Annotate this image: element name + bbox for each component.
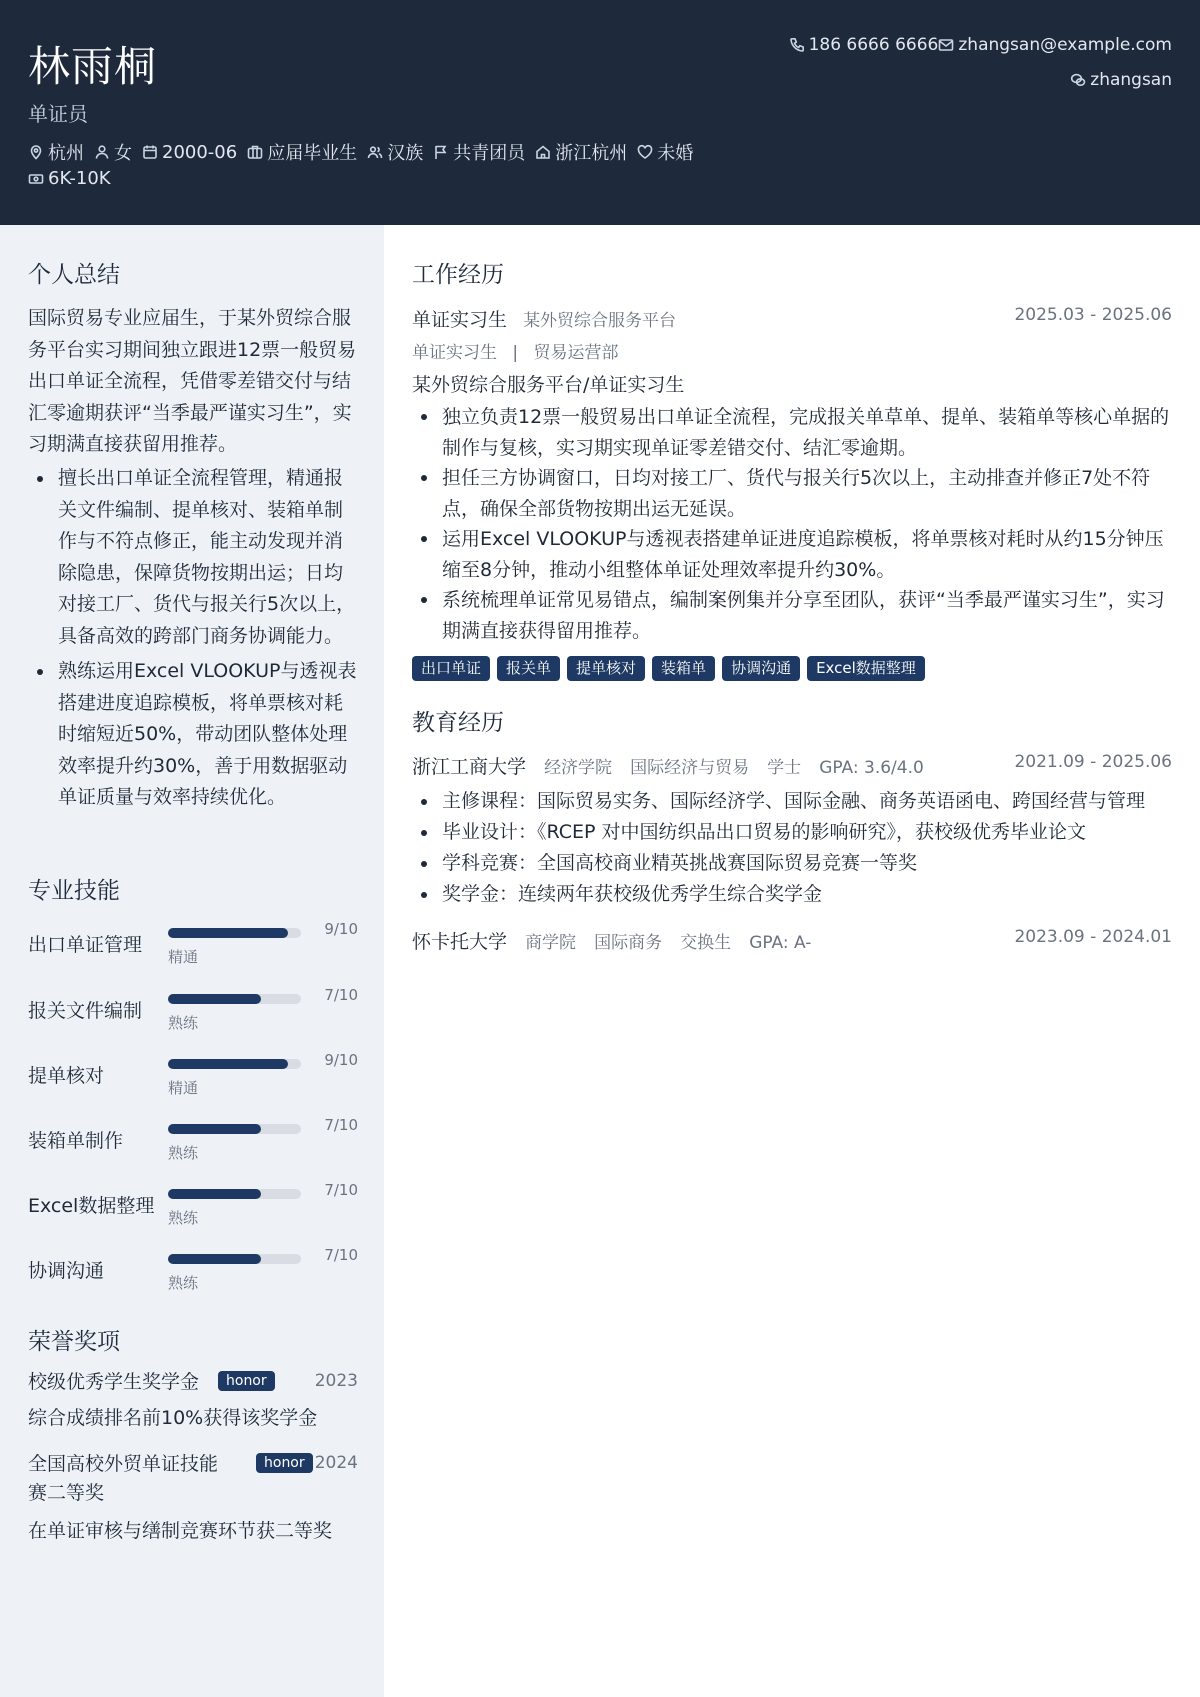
skills-section-title: 专业技能 xyxy=(28,878,120,904)
job-subline xyxy=(412,338,1172,363)
wechat-contact[interactable] xyxy=(1070,70,1172,90)
skill-bar xyxy=(168,1124,301,1134)
meta-ethnicity-text: 汉族 xyxy=(387,143,424,164)
meta-salary-text: 6K-10K xyxy=(48,168,111,189)
honor-desc: 综合成绩排名前10%获得该奖学金 xyxy=(28,1407,318,1429)
skill-bar-fill xyxy=(168,1189,261,1199)
meta-city xyxy=(28,139,84,165)
honor-title: 校级优秀学生奖学金 xyxy=(28,1371,200,1393)
school-name: 怀卡托大学 xyxy=(412,931,508,953)
skill-score: 7/10 xyxy=(324,986,358,1004)
user-icon xyxy=(94,144,110,160)
education-bullet: 主修课程：国际贸易实务、国际经济学、国际金融、商务英语函电、跨国经营与管理 xyxy=(412,786,1172,817)
skill-bar-fill xyxy=(168,1254,261,1264)
phone-text: 186 6666 6666 xyxy=(808,35,939,55)
skill-tag: 提单核对 xyxy=(567,656,645,681)
job-bullet: 担任三方协调窗口，日均对接工厂、货代与报关行5次以上，主动排查并修正7处不符点，确保全部货物按期出运无延误。 xyxy=(412,463,1172,524)
summary-points xyxy=(28,463,358,818)
education-date: 2021.09 - 2025.06 xyxy=(1014,752,1172,772)
skill-bar xyxy=(168,1189,301,1199)
meta-marital-text: 未婚 xyxy=(657,143,694,164)
job-title: 单证员 xyxy=(28,102,88,126)
job-tags xyxy=(412,656,932,681)
skill-bar-fill xyxy=(168,1124,261,1134)
calendar-icon xyxy=(142,144,158,160)
job-company: 某外贸综合服务平台 xyxy=(523,311,677,331)
skill-score: 7/10 xyxy=(324,1116,358,1134)
job-separator: | xyxy=(512,343,519,363)
job-bullet: 系统梳理单证常见易错点，编制案例集并分享至团队，获评“当季最严谨实习生”，实习期满直接获得留用推荐。 xyxy=(412,585,1172,646)
email-icon xyxy=(938,37,954,53)
job-bullets xyxy=(412,402,1172,646)
contact-row-2 xyxy=(1070,70,1172,90)
meta-hometown xyxy=(535,139,627,165)
money-icon xyxy=(28,171,44,187)
honor-desc: 在单证审核与缮制竞赛环节获二等奖 xyxy=(28,1520,333,1542)
skill-bar-fill xyxy=(168,928,288,938)
honor-title: 全国高校外贸单证技能赛二等奖 xyxy=(28,1453,219,1504)
briefcase-icon xyxy=(247,144,263,160)
school-college: 商学院 xyxy=(525,933,577,953)
heart-icon xyxy=(637,144,653,160)
education-section-title: 教育经历 xyxy=(412,710,504,736)
skill-item xyxy=(28,986,358,1042)
job-date: 2025.03 - 2025.06 xyxy=(1014,305,1172,325)
candidate-name: 林雨桐 xyxy=(28,42,158,91)
home-icon xyxy=(535,144,551,160)
meta-gender-text: 女 xyxy=(114,143,132,164)
skill-item xyxy=(28,1181,358,1237)
email-text: zhangsan@example.com xyxy=(958,35,1172,55)
wechat-text: zhangsan xyxy=(1090,70,1172,90)
summary-point: 熟练运用Excel VLOOKUP与透视表搭建进度追踪模板，将单票核对耗时缩短近50%，带动团队整体处理效率提升约30%，善于用数据驱动单证质量与效率持续优化。 xyxy=(28,656,358,814)
salary-row xyxy=(28,168,121,189)
skill-level: 精通 xyxy=(168,1079,199,1097)
summary-section-title: 个人总结 xyxy=(28,262,120,288)
meta-birth xyxy=(142,142,237,163)
job-header xyxy=(412,305,1172,332)
job-department: 贸易运营部 xyxy=(533,343,619,363)
phone-contact[interactable] xyxy=(789,35,939,55)
school-gpa: GPA: 3.6/4.0 xyxy=(819,758,924,778)
meta-birth-text: 2000-06 xyxy=(162,141,238,163)
skill-name: 协调沟通 xyxy=(28,1260,105,1282)
job-bullet: 运用Excel VLOOKUP与透视表搭建单证进度追踪模板，将单票核对耗时从约15分钟压缩至8分钟，推动小组整体单证处理效率提升约30%。 xyxy=(412,524,1172,585)
skill-score: 7/10 xyxy=(324,1246,358,1264)
skill-item xyxy=(28,1116,358,1172)
honor-badge: honor xyxy=(256,1453,313,1473)
contact-row-1 xyxy=(789,35,1172,55)
location-icon xyxy=(28,144,44,160)
education-header xyxy=(412,927,1172,954)
school-college: 经济学院 xyxy=(544,758,613,778)
summary-point: 擅长出口单证全流程管理，精通报关文件编制、提单核对、装箱单制作与不符点修正，能主动发现并消除隐患，保障货物按期出运；日均对接工厂、货代与报关行5次以上，具备高效的跨部门商务协调能力。 xyxy=(28,463,358,652)
education-bullet: 奖学金：连续两年获校级优秀学生综合奖学金 xyxy=(412,879,1172,910)
skill-bar xyxy=(168,1059,301,1069)
honor-item xyxy=(28,1368,358,1430)
meta-political xyxy=(433,139,525,165)
people-icon xyxy=(367,144,383,160)
education-header xyxy=(412,752,1172,779)
skill-tag: Excel数据整理 xyxy=(807,656,925,681)
skill-bar xyxy=(168,1254,301,1264)
phone-icon xyxy=(789,37,805,53)
honor-year: 2024 xyxy=(314,1453,358,1473)
personal-info-row xyxy=(28,139,703,165)
school-degree: 学士 xyxy=(767,758,802,778)
skill-tag: 协调沟通 xyxy=(722,656,800,681)
skill-level: 熟练 xyxy=(168,1274,199,1292)
job-position: 单证实习生 xyxy=(412,343,497,363)
school-major: 国际商务 xyxy=(594,933,663,953)
skill-score: 9/10 xyxy=(324,920,358,938)
honor-item xyxy=(28,1450,358,1543)
skill-item xyxy=(28,1051,358,1107)
meta-salary xyxy=(28,168,111,189)
education-date: 2023.09 - 2024.01 xyxy=(1014,927,1172,947)
email-contact[interactable] xyxy=(938,35,1172,55)
meta-political-text: 共青团员 xyxy=(453,143,526,164)
skill-score: 7/10 xyxy=(324,1181,358,1199)
skill-tag: 装箱单 xyxy=(652,656,715,681)
honors-section-title: 荣誉奖项 xyxy=(28,1329,120,1355)
skill-level: 熟练 xyxy=(168,1144,199,1162)
skill-item xyxy=(28,920,358,976)
job-bullet: 独立负责12票一般贸易出口单证全流程，完成报关单草单、提单、装箱单等核心单据的制作与复核，实习期实现单证零差错交付、结汇零逾期。 xyxy=(412,402,1172,463)
job-role: 单证实习生 xyxy=(412,309,508,331)
honor-badge: honor xyxy=(218,1371,275,1391)
skill-bar xyxy=(168,994,301,1004)
honor-year: 2023 xyxy=(314,1371,358,1391)
meta-status-text: 应届毕业生 xyxy=(267,143,358,164)
skill-level: 精通 xyxy=(168,948,199,966)
resume-header xyxy=(0,0,1200,225)
flag-icon xyxy=(433,144,449,160)
skill-bar-fill xyxy=(168,994,261,1004)
skill-bar xyxy=(168,928,301,938)
skill-level: 熟练 xyxy=(168,1014,199,1032)
school-gpa: GPA: A- xyxy=(749,933,812,953)
job-path: 某外贸综合服务平台/单证实习生 xyxy=(412,374,685,396)
meta-hometown-text: 浙江杭州 xyxy=(555,143,628,164)
school-major: 国际经济与贸易 xyxy=(630,758,750,778)
meta-status xyxy=(247,139,357,165)
skill-name: 装箱单制作 xyxy=(28,1130,124,1152)
education-bullets xyxy=(412,786,1172,910)
education-bullet: 学科竞赛：全国高校商业精英挑战赛国际贸易竞赛一等奖 xyxy=(412,848,1172,879)
skill-tag: 出口单证 xyxy=(412,656,490,681)
skill-item xyxy=(28,1246,358,1302)
skill-bar-fill xyxy=(168,1059,288,1069)
skill-score: 9/10 xyxy=(324,1051,358,1069)
education-bullet: 毕业设计：《RCEP 对中国纺织品出口贸易的影响研究》，获校级优秀毕业论文 xyxy=(412,817,1172,848)
meta-marital xyxy=(637,139,693,165)
skill-tag: 报关单 xyxy=(497,656,560,681)
meta-city-text: 杭州 xyxy=(48,143,84,164)
wechat-icon xyxy=(1070,72,1086,88)
skill-name: 提单核对 xyxy=(28,1065,105,1087)
meta-gender xyxy=(94,139,132,165)
school-name: 浙江工商大学 xyxy=(412,756,527,778)
school-degree: 交换生 xyxy=(680,933,732,953)
meta-ethnicity xyxy=(367,139,423,165)
work-section-title: 工作经历 xyxy=(412,262,504,288)
skill-name: Excel数据整理 xyxy=(28,1195,155,1217)
skill-name: 报关文件编制 xyxy=(28,1000,143,1022)
skill-level: 熟练 xyxy=(168,1209,199,1227)
summary-text: 国际贸易专业应届生，于某外贸综合服务平台实习期间独立跟进12票一般贸易出口单证全流程，凭借零差错交付与结汇零逾期获评“当季最严谨实习生”，实习期满直接获留用推荐。 xyxy=(28,307,357,455)
skill-name: 出口单证管理 xyxy=(28,934,143,956)
